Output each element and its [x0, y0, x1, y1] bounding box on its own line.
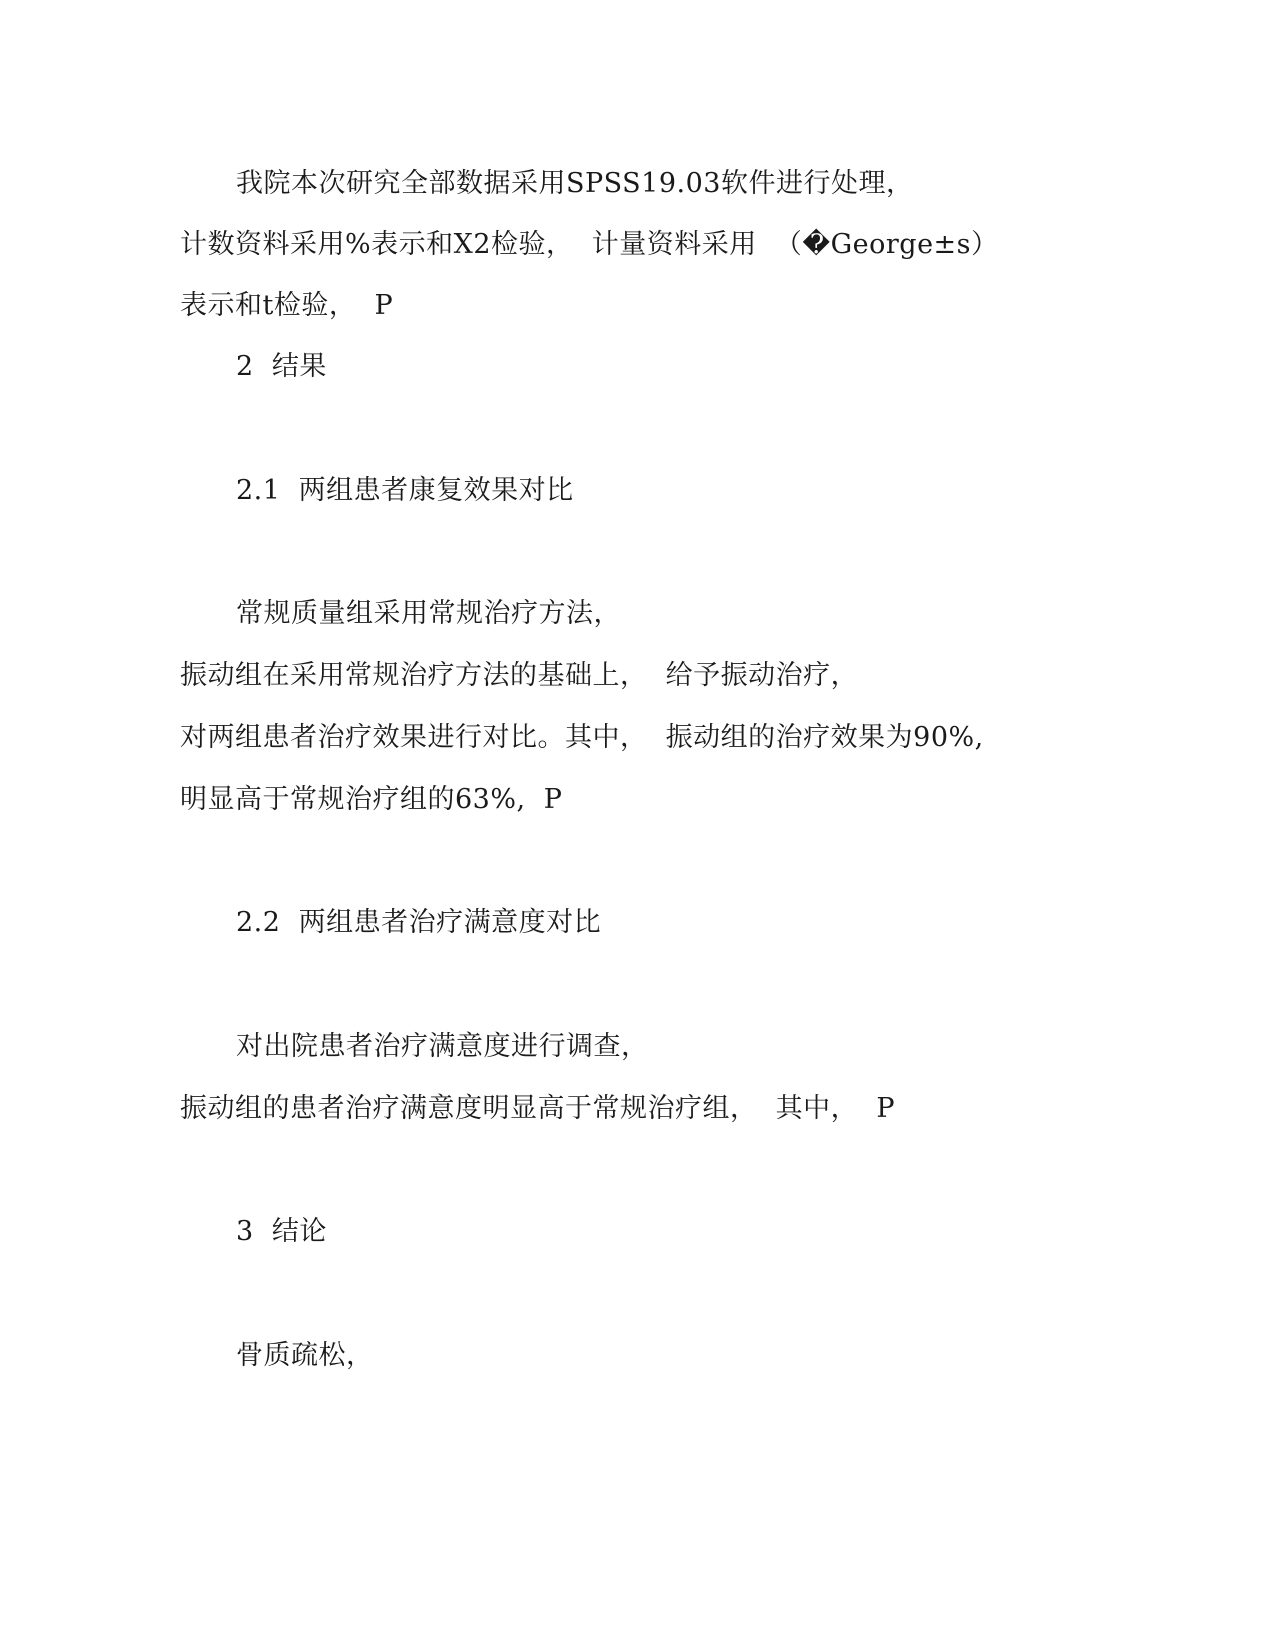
- section-heading: 3 结论: [236, 1216, 327, 1247]
- paragraph-line: 振动组在采用常规治疗方法的基础上， 给予振动治疗，: [180, 660, 859, 691]
- subsection-heading: 2.2 两组患者治疗满意度对比: [236, 907, 602, 938]
- paragraph-line: 常规质量组采用常规治疗方法，: [236, 598, 621, 629]
- paragraph-line: 振动组的患者治疗满意度明显高于常规治疗组， 其中， P: [180, 1093, 895, 1124]
- paragraph-line: 骨质疏松，: [236, 1340, 374, 1371]
- paragraph-line: 计数资料采用%表示和X2检验， 计量资料采用 （�George±s）: [180, 229, 999, 260]
- paragraph-line: 表示和t检验， P: [180, 290, 394, 321]
- paragraph-line: 对两组患者治疗效果进行对比。其中， 振动组的治疗效果为90%,: [180, 722, 984, 753]
- paragraph-line: 对出院患者治疗满意度进行调查，: [236, 1031, 649, 1062]
- subsection-heading: 2.1 两组患者康复效果对比: [236, 475, 574, 506]
- paragraph-line: 明显高于常规治疗组的63%, P: [180, 784, 563, 815]
- paragraph-line: 我院本次研究全部数据采用SPSS19.03软件进行处理，: [236, 168, 914, 199]
- section-heading: 2 结果: [236, 351, 327, 382]
